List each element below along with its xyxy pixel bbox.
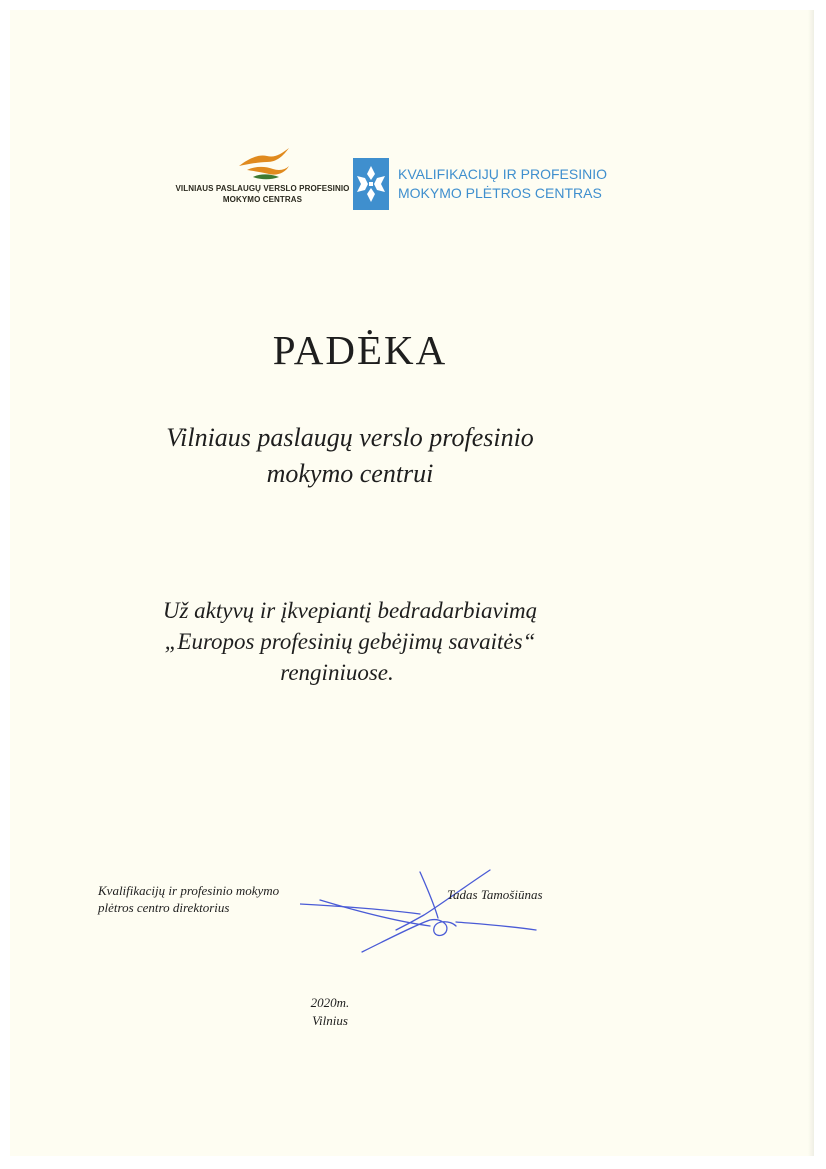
reason-line2: „Europos profesinių gebėjimų savaitės“ (164, 629, 536, 654)
recipient-line2: mokymo centrui (266, 459, 434, 488)
left-logo-line1: VILNIAUS PASLAUGŲ VERSLO PROFESINIO (175, 184, 350, 193)
signatory-name: Tadas Tamošiūnas (447, 887, 543, 902)
right-logo-line1: KVALIFIKACIJŲ IR PROFESINIO (398, 166, 608, 182)
handwritten-signature (300, 860, 560, 955)
signatory-position-line1: Kvalifikacijų ir profesinio mokymo (98, 883, 280, 898)
kpmpc-logo (353, 158, 607, 210)
reason-text (10, 595, 690, 688)
document-city: Vilnius (312, 1013, 348, 1028)
star-pattern-logo-icon (353, 158, 389, 210)
certificate-page (10, 10, 814, 1156)
recipient-line1: Vilniaus paslaugų verslo profesinio (166, 423, 534, 452)
reason-line3: renginiuose. (280, 660, 394, 685)
date-place (10, 994, 650, 1030)
page-edge-shadow (808, 10, 814, 1156)
signatory-position-line2: plėtros centro direktorius (98, 900, 230, 915)
recipient (10, 420, 690, 492)
document-year: 2020m. (310, 995, 350, 1010)
vilnius-center-logo (175, 146, 350, 205)
left-logo-line2: MOKYMO CENTRAS (222, 195, 303, 204)
swallow-logo-icon (233, 146, 293, 182)
document-title: PADĖKA (272, 327, 448, 373)
reason-line1: Už aktyvų ir įkvepiantį bedradarbiavimą (162, 598, 538, 623)
right-logo-line2: MOKYMO PLĖTROS CENTRAS (398, 185, 602, 201)
